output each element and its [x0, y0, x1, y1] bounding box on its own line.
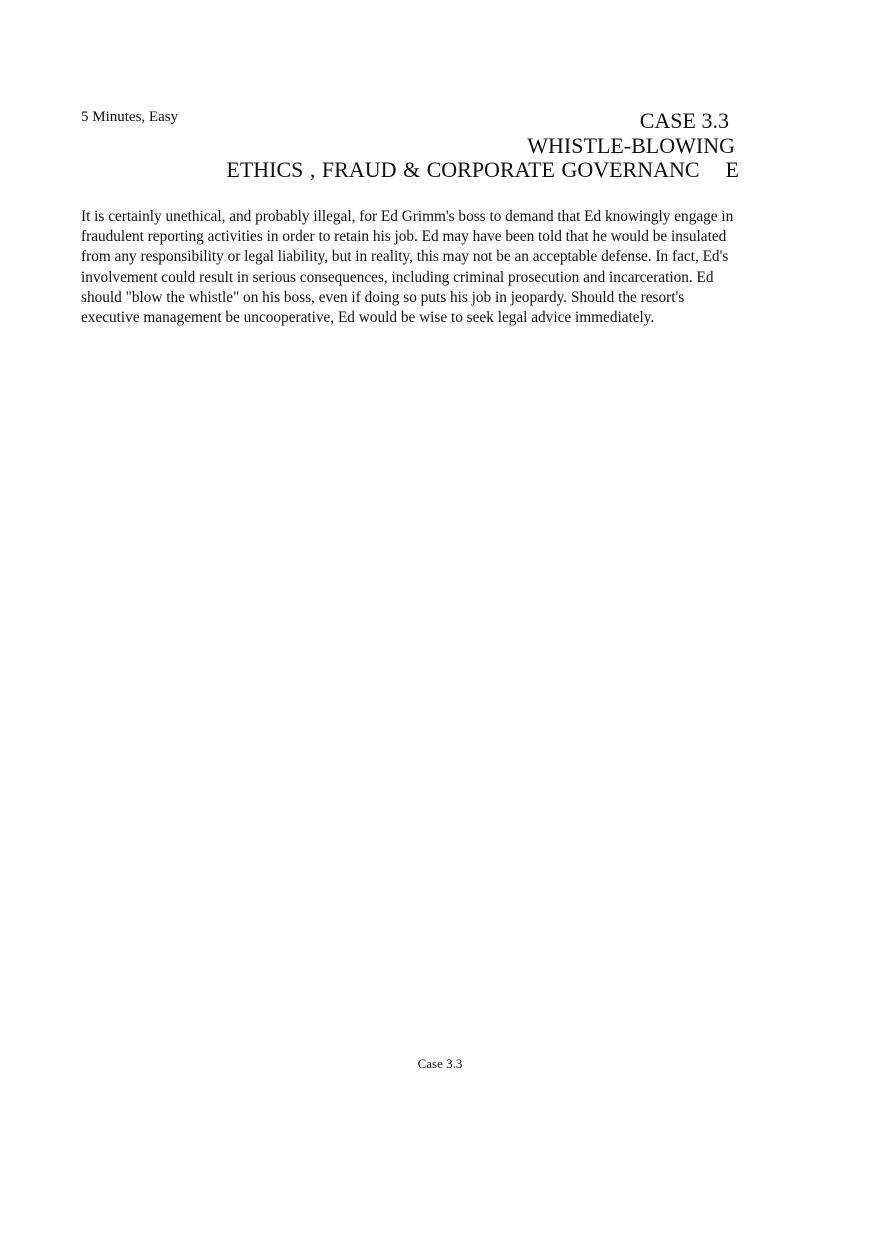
case-number-heading: CASE 3.3 [639, 108, 729, 133]
book-title-heading: ETHICS , FRAUD & CORPORATE GOVERNANC E [226, 157, 739, 182]
case-solution-paragraph: It is certainly unethical, and probably illegal, for Ed Grimm's boss to demand that Ed knowingly engage in fraudulent reporting activities in order to retain his job. Ed may have been told that he would be insulated from any responsibility or legal liability, but in reality, this may not be an acceptable defense. In fact, Ed's involvement could result in serious consequences, including criminal prosecution and incarceration. Ed should "blow the whistle" on his boss, even if doing so puts his job in jeopardy. Should the resort's executive management be uncooperative, Ed would be wise to seek legal advice immediately. [81, 208, 734, 327]
page-footer: Case 3.3 [417, 1056, 463, 1071]
time-difficulty-label: 5 Minutes, Easy [81, 109, 179, 125]
case-topic-heading: WHISTLE-BLOWING [527, 133, 735, 158]
